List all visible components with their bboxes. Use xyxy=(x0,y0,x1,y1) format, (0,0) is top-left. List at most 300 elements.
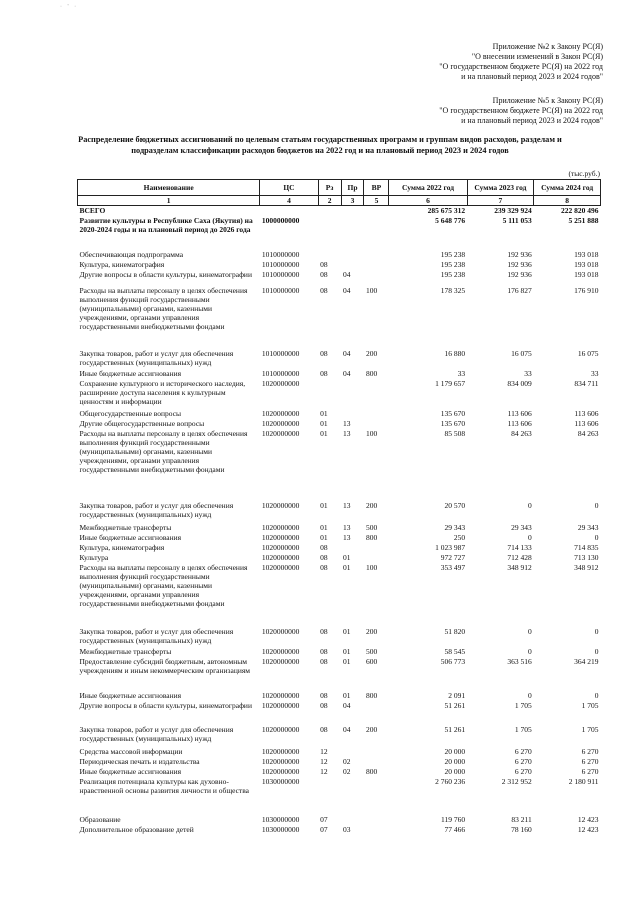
row-vr-code xyxy=(364,777,389,815)
column-header-vr: ВР xyxy=(364,180,389,196)
table-row xyxy=(78,691,601,701)
row-sum-2023: 239 329 924 xyxy=(494,206,532,215)
row-sum-2022: 285 675 312 xyxy=(427,206,466,215)
row-name: Закупка товаров, работ и услуг для обеспечения государственных (муниципальных) нужд xyxy=(79,348,234,367)
row-sum-2023: 363 516 xyxy=(507,656,532,666)
row-sum-2022: 178 325 xyxy=(440,285,466,295)
row-sum-2022: 1 179 657 xyxy=(435,378,466,388)
row-sum-2023: 0 xyxy=(528,532,532,542)
row-rz-code: 08 xyxy=(320,656,328,666)
row-rz-code: 01 xyxy=(320,532,328,542)
table-row xyxy=(78,767,601,777)
row-pr-code xyxy=(341,379,364,409)
row-vr-code: 600 xyxy=(365,656,378,666)
row-vr-code: 100 xyxy=(365,285,378,295)
row-sum-2022: 119 760 xyxy=(440,814,466,824)
row-pr-code: 03 xyxy=(343,824,351,834)
row-sum-2022: 135 670 xyxy=(440,408,466,418)
row-vr-code: 200 xyxy=(365,348,378,358)
row-rz-code: 08 xyxy=(320,368,328,378)
row-sum-2024: 16 075 xyxy=(577,348,599,358)
row-cs-code: 1020000000 xyxy=(261,408,300,418)
column-number: 3 xyxy=(341,196,364,206)
row-pr-code xyxy=(341,777,364,815)
column-header-sum-2023: Сумма 2023 год xyxy=(467,180,534,196)
row-cs-code: 1030000000 xyxy=(261,824,300,834)
row-pr-code: 13 xyxy=(343,522,351,532)
row-sum-2023: 84 263 xyxy=(511,428,532,438)
row-name: Сохранение культурного и исторического наследия, расширение доступа населения к культурным ценностям и информации xyxy=(79,378,246,406)
row-sum-2024: 176 910 xyxy=(574,285,599,295)
table-row xyxy=(78,543,601,553)
row-sum-2022: 353 497 xyxy=(440,562,466,572)
column-number: 2 xyxy=(318,196,341,206)
row-vr-code xyxy=(364,250,389,260)
row-sum-2023: 5 111 053 xyxy=(502,215,532,225)
row-sum-2023: 29 343 xyxy=(511,522,532,532)
row-sum-2024: 113 606 xyxy=(574,418,599,428)
row-rz-code: 08 xyxy=(320,269,328,279)
scan-mark: · ' · xyxy=(60,4,79,10)
row-pr-code xyxy=(341,206,364,216)
row-rz-code xyxy=(318,250,341,260)
row-cs-code: 1030000000 xyxy=(261,814,300,824)
row-sum-2023: 0 xyxy=(528,500,532,510)
row-rz-code xyxy=(318,216,341,250)
row-sum-2023: 6 270 xyxy=(514,766,532,776)
table-row xyxy=(78,270,601,286)
row-sum-2023: 176 827 xyxy=(507,285,532,295)
row-sum-2022: 195 238 xyxy=(440,259,466,269)
row-name: Развитие культуры в Республике Саха (Якутия) на 2020-2024 годы и на плановый период до 2026 года xyxy=(79,215,253,234)
row-vr-code xyxy=(364,825,389,835)
row-name: Обеспечивающая подпрограмма xyxy=(79,249,184,259)
row-cs-code: 1010000000 xyxy=(261,259,300,269)
row-name: Расходы на выплаты персоналу в целях обеспечения выполнения функций государственными (муниципальными) органами, казенными учреждениями, органами управления государственными внебюджетными фондами xyxy=(79,562,248,608)
row-sum-2024: 193 018 xyxy=(574,259,599,269)
row-sum-2024: 0 xyxy=(594,532,599,542)
row-rz-code: 08 xyxy=(320,259,328,269)
row-cs-code: 1020000000 xyxy=(261,746,300,756)
row-rz-code: 12 xyxy=(320,766,328,776)
row-cs-code: 1000000000 xyxy=(261,215,300,225)
document-title: Распределение бюджетных ассигнований по целевым статьям государственных программ и группам видов расходов, разделам и подразделам классификации расходов бюджетов на 2022 год и на плановый период 2023 и 2024 годов xyxy=(78,135,562,155)
row-rz-code xyxy=(318,379,341,409)
row-rz-code: 08 xyxy=(320,700,328,710)
row-sum-2024: 5 251 888 xyxy=(568,215,599,225)
appendix-header-line: Приложение №2 к Закону РС(Я) xyxy=(492,42,603,51)
row-sum-2024: 1 705 xyxy=(581,700,599,710)
row-sum-2022: 85 508 xyxy=(444,428,466,438)
row-sum-2022: 20 000 xyxy=(444,756,466,766)
table-row xyxy=(78,286,601,349)
row-pr-code xyxy=(341,260,364,270)
row-name: Образование xyxy=(79,814,121,824)
row-sum-2024: 713 130 xyxy=(574,552,599,562)
row-sum-2023: 113 606 xyxy=(507,418,532,428)
units-label: (тыс.руб.) xyxy=(568,169,600,178)
row-sum-2022: 2 091 xyxy=(448,690,466,700)
row-sum-2023: 348 912 xyxy=(507,562,532,572)
row-vr-code xyxy=(364,701,389,725)
row-sum-2022: 20 000 xyxy=(444,766,466,776)
row-sum-2023: 192 936 xyxy=(507,249,532,259)
row-sum-2023: 0 xyxy=(528,626,532,636)
row-cs-code: 1020000000 xyxy=(261,766,300,776)
row-sum-2024: 6 270 xyxy=(581,756,599,766)
row-sum-2024: 193 018 xyxy=(574,249,599,259)
table-row xyxy=(78,533,601,543)
row-vr-code: 800 xyxy=(365,532,378,542)
row-pr-code: 01 xyxy=(343,552,351,562)
row-sum-2022: 20 000 xyxy=(444,746,466,756)
row-cs-code: 1020000000 xyxy=(261,428,300,438)
row-sum-2024: 6 270 xyxy=(581,746,599,756)
row-cs-code: 1020000000 xyxy=(261,522,300,532)
row-rz-code: 08 xyxy=(320,348,328,358)
row-sum-2022: 20 570 xyxy=(444,500,466,510)
row-rz-code: 08 xyxy=(320,542,328,552)
table-row xyxy=(78,409,601,419)
row-vr-code xyxy=(364,543,389,553)
row-sum-2022: 29 343 xyxy=(444,522,466,532)
row-vr-code: 200 xyxy=(365,626,378,636)
table-row xyxy=(78,777,601,815)
column-number: 5 xyxy=(364,196,389,206)
row-sum-2023: 83 211 xyxy=(511,814,532,824)
row-sum-2023: 192 936 xyxy=(507,269,532,279)
row-sum-2022: 51 261 xyxy=(444,700,466,710)
row-sum-2022: 195 238 xyxy=(440,249,466,259)
row-rz-code: 07 xyxy=(320,824,328,834)
row-cs-code: 1020000000 xyxy=(261,532,300,542)
row-vr-code xyxy=(364,757,389,767)
column-number: 4 xyxy=(260,196,318,206)
appendix-header-line: "О государственном бюджете РС(Я) на 2022 год xyxy=(439,62,603,71)
row-cs-code: 1020000000 xyxy=(261,646,300,656)
row-sum-2022: 195 238 xyxy=(440,269,466,279)
row-name: Реализация потенциала культуры как духовно-нравственной основы развития личности и общества xyxy=(79,776,249,795)
table-row xyxy=(78,369,601,379)
table-row xyxy=(78,647,601,657)
row-sum-2023: 712 428 xyxy=(507,552,532,562)
row-cs-code: 1020000000 xyxy=(261,500,300,510)
row-sum-2022: 2 760 236 xyxy=(435,776,466,786)
row-vr-code xyxy=(364,553,389,563)
row-pr-code: 01 xyxy=(343,656,351,666)
row-name: Иные бюджетные ассигнования xyxy=(79,766,182,776)
table-row xyxy=(78,523,601,533)
row-cs-code: 1020000000 xyxy=(261,542,300,552)
row-rz-code: 01 xyxy=(320,418,328,428)
row-rz-code: 08 xyxy=(320,626,328,636)
table-row xyxy=(78,260,601,270)
row-rz-code: 08 xyxy=(320,646,328,656)
row-sum-2022: 972 727 xyxy=(440,552,466,562)
row-sum-2024: 0 xyxy=(594,500,599,510)
column-header-sum-2024: Сумма 2024 год xyxy=(534,180,601,196)
row-pr-code xyxy=(341,409,364,419)
row-name: Иные бюджетные ассигнования xyxy=(79,690,182,700)
row-pr-code: 13 xyxy=(343,418,351,428)
row-cs-code: 1010000000 xyxy=(261,348,300,358)
row-cs-code: 1020000000 xyxy=(261,378,300,388)
row-sum-2024: 0 xyxy=(594,626,599,636)
row-vr-code: 800 xyxy=(365,766,378,776)
table-row xyxy=(78,349,601,369)
row-cs-code: 1010000000 xyxy=(261,285,300,295)
row-vr-code: 800 xyxy=(365,368,378,378)
row-name: ВСЕГО xyxy=(79,206,106,215)
row-name: Другие вопросы в области культуры, кинематографии xyxy=(79,700,252,710)
row-pr-code: 01 xyxy=(343,626,351,636)
row-name: Закупка товаров, работ и услуг для обеспечения государственных (муниципальных) нужд xyxy=(79,626,234,645)
row-cs-code: 1010000000 xyxy=(261,368,300,378)
row-pr-code: 02 xyxy=(343,766,351,776)
row-pr-code: 04 xyxy=(343,269,351,279)
row-sum-2023: 834 009 xyxy=(507,378,532,388)
row-vr-code xyxy=(364,270,389,286)
row-vr-code: 200 xyxy=(365,500,378,510)
table-row xyxy=(78,815,601,825)
row-cs-code: 1020000000 xyxy=(261,562,300,572)
row-sum-2024: 1 705 xyxy=(581,724,599,734)
appendix-header-line: "О государственном бюджете РС(Я) на 2022 год xyxy=(439,106,603,115)
column-number: 6 xyxy=(389,196,467,206)
row-sum-2022: 51 820 xyxy=(444,626,466,636)
column-number: 1 xyxy=(78,196,260,206)
column-number: 8 xyxy=(534,196,601,206)
row-sum-2023: 192 936 xyxy=(507,259,532,269)
row-sum-2023: 1 705 xyxy=(514,700,532,710)
row-sum-2024: 12 423 xyxy=(577,814,599,824)
row-name: Расходы на выплаты персоналу в целях обеспечения выполнения функций государственными (муниципальными) органами, казенными учреждениями, органами управления государственными внебюджетными фондами xyxy=(79,428,248,474)
column-number: 7 xyxy=(467,196,534,206)
row-rz-code: 08 xyxy=(320,552,328,562)
row-rz-code: 01 xyxy=(320,428,328,438)
row-pr-code: 13 xyxy=(343,532,351,542)
row-sum-2023: 2 312 952 xyxy=(501,776,532,786)
row-vr-code: 500 xyxy=(365,646,378,656)
row-sum-2022: 506 773 xyxy=(440,656,466,666)
table-row xyxy=(78,429,601,501)
row-pr-code: 04 xyxy=(343,724,351,734)
row-cs-code: 1020000000 xyxy=(261,418,300,428)
row-pr-code: 04 xyxy=(343,348,351,358)
row-sum-2024: 84 263 xyxy=(577,428,599,438)
row-cs-code: 1020000000 xyxy=(261,656,300,666)
row-sum-2024: 0 xyxy=(594,690,599,700)
row-name: Другие общегосударственные вопросы xyxy=(79,418,205,428)
table-row xyxy=(78,419,601,429)
row-name: Предоставление субсидий бюджетным, автономным учреждениям и иным некоммерческим организациям xyxy=(79,656,251,675)
column-header-rz: Рз xyxy=(318,180,341,196)
row-name: Другие вопросы в области культуры, кинематографии xyxy=(79,269,252,279)
row-sum-2023: 33 xyxy=(524,368,532,378)
row-vr-code xyxy=(364,379,389,409)
row-pr-code xyxy=(341,815,364,825)
row-name: Расходы на выплаты персоналу в целях обеспечения выполнения функций государственными (муниципальными) органами, казенными учреждениями, органами управления государственными внебюджетными фондами xyxy=(79,285,248,331)
row-name: Дополнительное образование детей xyxy=(79,824,194,834)
row-sum-2024: 222 820 496 xyxy=(561,206,599,215)
row-sum-2024: 29 343 xyxy=(577,522,599,532)
row-vr-code: 800 xyxy=(365,690,378,700)
row-cs-code: 1020000000 xyxy=(261,552,300,562)
row-cs-code: 1010000000 xyxy=(261,249,300,259)
table-row xyxy=(78,563,601,627)
row-sum-2022: 135 670 xyxy=(440,418,466,428)
row-pr-code xyxy=(341,543,364,553)
row-cs-code: 1020000000 xyxy=(261,724,300,734)
row-sum-2023: 6 270 xyxy=(514,756,532,766)
row-vr-code xyxy=(364,815,389,825)
row-rz-code: 12 xyxy=(320,756,328,766)
table-row xyxy=(78,379,601,409)
table-row xyxy=(78,657,601,691)
appendix-header-5 xyxy=(439,96,603,126)
table-row xyxy=(78,206,601,216)
budget-table xyxy=(77,179,601,835)
row-sum-2022: 5 648 776 xyxy=(435,215,466,225)
row-sum-2024: 834 711 xyxy=(574,378,599,388)
row-sum-2022: 250 xyxy=(453,532,466,542)
table-row xyxy=(78,757,601,767)
row-sum-2024: 348 912 xyxy=(574,562,599,572)
table-header-row xyxy=(78,180,601,196)
row-sum-2022: 51 261 xyxy=(444,724,466,734)
row-rz-code: 08 xyxy=(320,562,328,572)
column-number-row xyxy=(78,196,601,206)
row-sum-2024: 364 219 xyxy=(574,656,599,666)
column-header-pr: Пр xyxy=(341,180,364,196)
row-pr-code: 13 xyxy=(343,428,351,438)
row-sum-2024: 0 xyxy=(594,646,599,656)
row-pr-code: 02 xyxy=(343,756,351,766)
row-rz-code xyxy=(318,206,341,216)
row-name: Межбюджетные трансферты xyxy=(79,646,172,656)
row-name: Культура, кинематография xyxy=(79,259,165,269)
row-cs-code: 1020000000 xyxy=(261,756,300,766)
row-pr-code xyxy=(341,747,364,757)
row-rz-code: 01 xyxy=(320,500,328,510)
row-cs-code: 1020000000 xyxy=(261,700,300,710)
row-cs-code: 1010000000 xyxy=(261,269,300,279)
row-vr-code: 500 xyxy=(365,522,378,532)
row-name: Культура, кинематография xyxy=(79,542,165,552)
column-header-cs: ЦС xyxy=(260,180,318,196)
row-name: Периодическая печать и издательства xyxy=(79,756,200,766)
row-sum-2022: 1 023 987 xyxy=(435,542,466,552)
row-sum-2023: 714 133 xyxy=(507,542,532,552)
row-sum-2023: 113 606 xyxy=(507,408,532,418)
row-rz-code: 08 xyxy=(320,285,328,295)
appendix-header-2 xyxy=(439,42,603,82)
row-vr-code xyxy=(364,747,389,757)
row-pr-code: 04 xyxy=(343,285,351,295)
appendix-header-line: и на плановый период 2023 и 2024 годов" xyxy=(461,116,603,125)
row-vr-code: 100 xyxy=(365,562,378,572)
row-sum-2022: 77 466 xyxy=(444,824,466,834)
row-cs-code: 1030000000 xyxy=(261,776,300,786)
row-name: Закупка товаров, работ и услуг для обеспечения государственных (муниципальных) нужд xyxy=(79,500,234,519)
row-sum-2024: 6 270 xyxy=(581,766,599,776)
row-sum-2022: 58 545 xyxy=(444,646,466,656)
row-rz-code xyxy=(318,777,341,815)
row-rz-code: 01 xyxy=(320,408,328,418)
row-sum-2023: 1 705 xyxy=(514,724,532,734)
table-row xyxy=(78,216,601,250)
row-name: Средства массовой информации xyxy=(79,746,183,756)
appendix-header-line: Приложение №5 к Закону РС(Я) xyxy=(492,96,603,105)
row-sum-2023: 16 075 xyxy=(511,348,532,358)
row-vr-code: 200 xyxy=(365,724,378,734)
row-vr-code xyxy=(364,260,389,270)
row-name: Культура xyxy=(79,552,109,562)
row-vr-code xyxy=(364,419,389,429)
row-sum-2024: 113 606 xyxy=(574,408,599,418)
row-sum-2024: 714 835 xyxy=(574,542,599,552)
row-sum-2024: 2 180 911 xyxy=(568,776,599,786)
row-pr-code: 04 xyxy=(343,700,351,710)
row-pr-code xyxy=(341,216,364,250)
table-row xyxy=(78,627,601,647)
row-sum-2023: 78 160 xyxy=(511,824,532,834)
row-sum-2023: 6 270 xyxy=(514,746,532,756)
row-name: Закупка товаров, работ и услуг для обеспечения государственных (муниципальных) нужд xyxy=(79,724,234,743)
appendix-header-line: и на плановый период 2023 и 2024 годов" xyxy=(461,72,603,81)
row-rz-code: 07 xyxy=(320,814,328,824)
row-cs-code xyxy=(260,206,318,216)
row-pr-code: 01 xyxy=(343,562,351,572)
row-sum-2024: 12 423 xyxy=(577,824,599,834)
table-row xyxy=(78,501,601,523)
row-vr-code xyxy=(364,216,389,250)
table-row xyxy=(78,825,601,835)
row-sum-2022: 33 xyxy=(457,368,466,378)
row-rz-code: 01 xyxy=(320,522,328,532)
row-pr-code: 13 xyxy=(343,500,351,510)
row-vr-code xyxy=(364,409,389,419)
row-rz-code: 08 xyxy=(320,690,328,700)
row-name: Общегосударственные вопросы xyxy=(79,408,182,418)
table-row xyxy=(78,747,601,757)
row-name: Иные бюджетные ассигнования xyxy=(79,368,182,378)
row-pr-code: 01 xyxy=(343,690,351,700)
row-cs-code: 1020000000 xyxy=(261,626,300,636)
column-header-sum-2022: Сумма 2022 год xyxy=(389,180,467,196)
row-cs-code: 1020000000 xyxy=(261,690,300,700)
column-header-name: Наименование xyxy=(78,180,260,196)
appendix-header-line: "О внесении изменений в Закон РС(Я) xyxy=(471,52,603,61)
row-name: Межбюджетные трансферты xyxy=(79,522,172,532)
row-pr-code xyxy=(341,250,364,260)
row-name: Иные бюджетные ассигнования xyxy=(79,532,182,542)
row-pr-code: 01 xyxy=(343,646,351,656)
row-sum-2023: 0 xyxy=(528,690,532,700)
row-sum-2024: 193 018 xyxy=(574,269,599,279)
row-vr-code: 100 xyxy=(365,428,378,438)
row-pr-code: 04 xyxy=(343,368,351,378)
row-rz-code: 12 xyxy=(320,746,328,756)
row-sum-2024: 33 xyxy=(591,368,599,378)
table-row xyxy=(78,725,601,747)
row-sum-2022: 16 880 xyxy=(444,348,466,358)
row-vr-code xyxy=(364,206,389,216)
table-row xyxy=(78,250,601,260)
table-row xyxy=(78,553,601,563)
table-row xyxy=(78,701,601,725)
row-sum-2023: 0 xyxy=(528,646,532,656)
